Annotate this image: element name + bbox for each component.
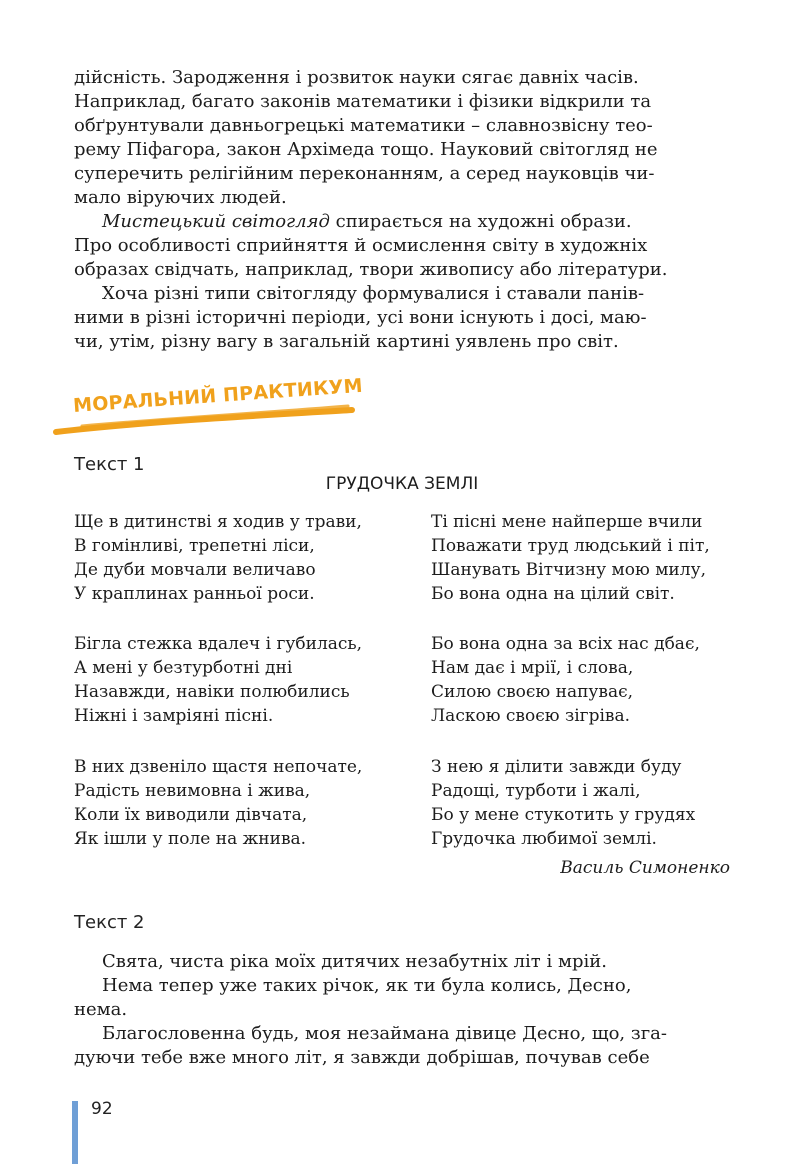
poem-line: Ласкою своєю зігріва. (431, 706, 631, 726)
poem-line: З нею я ділити завжди буду (431, 757, 682, 777)
poem-line: Де дуби мовчали величаво (74, 560, 316, 580)
poem-line: Бігла стежка вдалеч і губилась, (74, 634, 363, 654)
text2-body (74, 950, 730, 1070)
poem-stanza (74, 755, 362, 851)
intro-line: мало віруючих людей. (74, 187, 287, 208)
intro-line: суперечить релігійним переконанням, а серед науковців чи- (74, 163, 655, 184)
poem-line: Ніжні і замріяні пісні. (74, 706, 274, 726)
art-paragraph-line: образах свідчать, наприклад, твори живопису або літератури. (74, 259, 668, 280)
poem-line: Нам дає і мрії, і слова, (431, 658, 634, 678)
intro-line: обґрунтували давньогрецькі математики – славнозвісну тео- (74, 115, 653, 136)
poem-line: Радощі, турботи і жалі, (431, 781, 641, 801)
poem-line: В гомінливі, трепетні ліси, (74, 536, 315, 556)
poem-stanza (431, 510, 710, 606)
intro-line: дійсність. Зародження і розвиток науки сягає давніх часів. (74, 67, 639, 88)
banner-title: МОРАЛЬНИЙ ПРАКТИКУМ (72, 374, 364, 417)
poem-line: Грудочка любимої землі. (431, 829, 657, 849)
poem-line: Поважати труд людський і піт, (431, 536, 710, 556)
poem-line: Бо вона одна на цілий світ. (431, 584, 675, 604)
poem-line: Радість невимовна і жива, (74, 781, 311, 801)
moral-practicum-banner (52, 374, 364, 442)
poem-line: Назавжди, навіки полюбились (74, 682, 350, 702)
art-paragraph-line (74, 210, 730, 234)
types-paragraph-line: Хоча різні типи світогляду формувалися і ставали панів- (102, 283, 645, 304)
poem-line: А мені у безтурботні дні (74, 658, 293, 678)
poem-line: Коли їх виводили дівчата, (74, 805, 308, 825)
poem-stanza (74, 510, 362, 606)
poem-line: У краплинах ранньої роси. (74, 584, 315, 604)
poem-stanza (431, 632, 700, 728)
poem-line: Ті пісні мене найперше вчили (431, 512, 703, 532)
art-rest: спирається на художні образи. (329, 211, 632, 232)
text2-line: Свята, чиста ріка моїх дитячих незабутніх літ і мрій. (102, 951, 607, 972)
poem-line: Силою своєю напуває, (431, 682, 634, 702)
intro-text (74, 66, 730, 354)
intro-line: рему Піфагора, закон Архімеда тощо. Науковий світогляд не (74, 139, 658, 160)
intro-line: Наприклад, багато законів математики і фізики відкрили та (74, 91, 652, 112)
types-paragraph-line: ними в різні історичні періоди, усі вони існують і досі, маю- (74, 307, 647, 328)
text2-line: Нема тепер уже таких річок, як ти була колись, Десно, (102, 975, 632, 996)
page-accent-bar (72, 1101, 78, 1164)
text2-line: дуючи тебе вже много літ, я завжди добрішав, почував себе (74, 1047, 650, 1068)
poem-line: В них дзвеніло щастя непочате, (74, 757, 363, 777)
text2-line: Благословенна будь, моя незаймана дівице Десно, що, зга- (102, 1023, 667, 1044)
poem-title: ГРУДОЧКА ЗЕМЛІ (325, 474, 479, 494)
poem-stanza (74, 632, 362, 728)
poem-stanza (431, 755, 695, 851)
text2-line: нема. (74, 999, 128, 1020)
text2-heading: Текст 2 (74, 912, 145, 933)
poem-line: Бо вона одна за всіх нас дбає, (431, 634, 700, 654)
poem-line: Шанувать Вітчизну мою милу, (431, 560, 706, 580)
poem-line: Ще в дитинстві я ходив у трави, (74, 512, 362, 532)
poem-line: Як ішли у поле на жнива. (74, 829, 307, 849)
poem-line: Бо у мене стукотить у грудях (431, 805, 696, 825)
page-number: 92 (91, 1099, 113, 1119)
poem-author: Василь Симоненко (560, 858, 730, 878)
art-term: Мистецький світогляд (102, 211, 330, 232)
text1-heading: Текст 1 (74, 454, 145, 475)
art-paragraph-line: Про особливості сприйняття й осмислення світу в художніх (74, 235, 648, 256)
types-paragraph-line: чи, утім, різну вагу в загальній картині уявлень про світ. (74, 331, 619, 352)
